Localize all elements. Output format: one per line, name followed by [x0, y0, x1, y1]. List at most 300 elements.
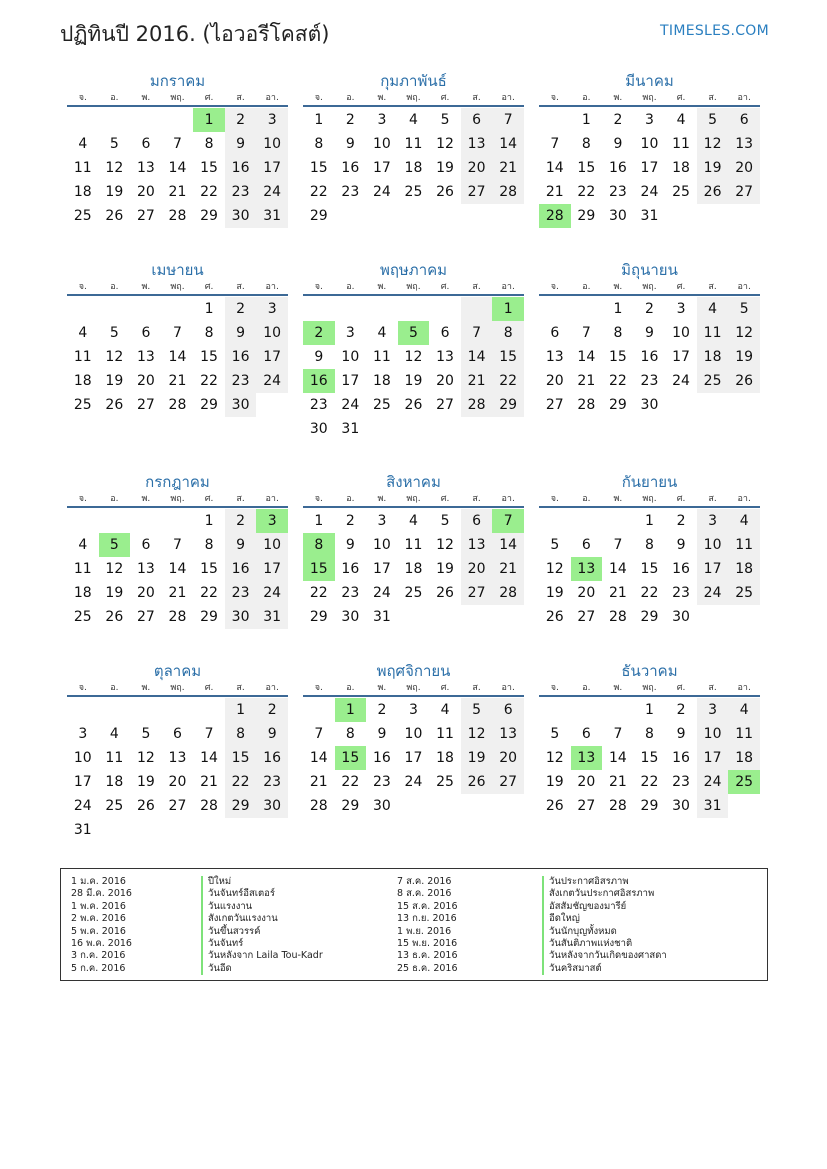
day-cell: 29: [309, 208, 328, 224]
day-cell: 5: [141, 726, 151, 742]
day-cell: 6: [728, 108, 760, 132]
day-cell: 28: [492, 180, 524, 204]
legend-date: 7 ส.ค. 2016: [397, 876, 452, 887]
day-cell: 10: [73, 750, 92, 766]
day-cell: 28: [168, 397, 187, 413]
weekday-label: พฤ.: [170, 282, 185, 292]
day-grid: [67, 509, 288, 629]
day-cell: 15: [492, 345, 524, 369]
day-cell: 16: [341, 160, 360, 176]
day-cell: 25: [404, 184, 423, 200]
day-cell: 18: [436, 750, 454, 766]
empty-cell: [67, 509, 99, 533]
day-cell: 21: [577, 373, 596, 389]
day-cell: 10: [697, 722, 729, 746]
day-cell: 5: [440, 112, 450, 128]
day-cell: 19: [545, 585, 564, 601]
day-cell: 11: [105, 750, 124, 766]
day-cell: 23: [640, 373, 659, 389]
day-cell: 7: [173, 325, 182, 341]
day-cell: 17: [73, 774, 92, 790]
empty-cell: [539, 297, 571, 321]
weekday-label: พ.: [613, 282, 623, 292]
holiday-day-cell: 5: [99, 533, 131, 557]
day-cell: 18: [73, 585, 92, 601]
weekday-label: ส.: [472, 683, 481, 693]
day-cell: 11: [404, 136, 423, 152]
day-cell: 11: [73, 561, 92, 577]
month-block: [303, 471, 524, 629]
weekday-label: ศ.: [440, 93, 450, 103]
day-cell: 21: [461, 369, 493, 393]
day-grid: [303, 108, 524, 228]
weekday-label: ศ.: [676, 683, 686, 693]
day-cell: 4: [377, 325, 387, 341]
day-cell: 26: [436, 184, 454, 200]
weekday-label: อ.: [582, 93, 591, 103]
day-cell: 2: [225, 108, 257, 132]
weekday-label: อา.: [737, 282, 751, 292]
weekday-header: [303, 493, 524, 508]
day-cell: 30: [640, 397, 659, 413]
day-cell: 7: [581, 325, 591, 341]
day-cell: 9: [225, 132, 257, 156]
day-cell: 12: [105, 561, 124, 577]
day-cell: 9: [676, 726, 686, 742]
day-cell: 3: [697, 698, 729, 722]
legend-holiday-name: ปีใหม่: [201, 876, 323, 888]
weekday-label: อา.: [265, 93, 279, 103]
legend-date: 13 ธ.ค. 2016: [397, 950, 458, 962]
day-cell: 27: [436, 397, 454, 413]
day-cell: 11: [728, 722, 760, 746]
day-cell: 9: [225, 321, 257, 345]
day-cell: 25: [728, 581, 760, 605]
day-cell: 5: [109, 136, 119, 152]
day-cell: 17: [256, 557, 288, 581]
legend-holiday-name: อัสสัมชัญของมารีย์: [542, 901, 667, 913]
weekday-label: อา.: [501, 494, 515, 504]
holiday-day-cell: 8: [303, 533, 335, 557]
day-cell: 2: [377, 702, 387, 718]
month-name: สิงหาคม: [386, 473, 441, 491]
day-grid: [67, 698, 288, 842]
day-cell: 3: [645, 112, 654, 128]
month-block: [303, 259, 524, 441]
day-cell: 19: [436, 561, 454, 577]
weekday-label: พฤ.: [642, 494, 657, 504]
day-cell: 10: [341, 349, 360, 365]
weekday-header: [539, 493, 760, 508]
day-cell: 3: [676, 301, 686, 317]
day-cell: 20: [545, 373, 564, 389]
day-cell: 6: [581, 537, 591, 553]
day-cell: 9: [314, 349, 324, 365]
day-cell: 30: [672, 798, 690, 814]
day-cell: 21: [608, 774, 627, 790]
day-cell: 11: [436, 726, 454, 742]
empty-cell: [99, 509, 131, 533]
weekday-label: อา.: [265, 282, 279, 292]
month-name: เมษายน: [151, 261, 204, 279]
day-cell: 21: [492, 557, 524, 581]
day-cell: 30: [372, 798, 391, 814]
day-cell: 28: [168, 609, 187, 625]
day-cell: 10: [640, 136, 659, 152]
day-cell: 19: [105, 184, 124, 200]
day-cell: 21: [545, 184, 564, 200]
weekday-label: ศ.: [676, 282, 686, 292]
day-cell: 23: [341, 184, 360, 200]
holiday-day-cell: 1: [193, 108, 225, 132]
day-cell: 7: [204, 726, 214, 742]
weekday-label: ศ.: [676, 93, 686, 103]
legend-date: 25 ธ.ค. 2016: [397, 962, 458, 974]
weekday-label: จ.: [550, 93, 559, 103]
day-cell: 12: [545, 750, 564, 766]
day-cell: 27: [728, 180, 760, 204]
day-cell: 19: [545, 774, 564, 790]
day-cell: 27: [492, 770, 524, 794]
holiday-day-cell: 7: [492, 509, 524, 533]
weekday-label: พฤ.: [406, 494, 421, 504]
day-cell: 19: [697, 156, 729, 180]
weekday-label: จ.: [78, 282, 87, 292]
day-grid: [539, 509, 760, 629]
empty-cell: [571, 297, 603, 321]
day-cell: 13: [461, 132, 493, 156]
day-cell: 15: [309, 160, 328, 176]
empty-cell: [303, 698, 335, 722]
day-cell: 20: [136, 184, 155, 200]
legend-date: 15 พ.ย. 2016: [397, 938, 458, 950]
day-cell: 1: [314, 513, 324, 529]
day-cell: 8: [204, 136, 214, 152]
day-cell: 26: [545, 609, 564, 625]
weekday-label: พ.: [377, 282, 387, 292]
day-cell: 17: [672, 349, 690, 365]
day-cell: 12: [436, 136, 454, 152]
day-cell: 23: [225, 581, 257, 605]
weekday-label: อ.: [110, 282, 119, 292]
day-cell: 17: [404, 750, 423, 766]
day-cell: 10: [404, 726, 423, 742]
day-cell: 22: [200, 585, 218, 601]
day-cell: 28: [577, 397, 596, 413]
day-cell: 8: [204, 325, 214, 341]
day-cell: 27: [577, 609, 596, 625]
weekday-label: ส.: [708, 683, 717, 693]
empty-cell: [67, 108, 99, 132]
day-cell: 17: [640, 160, 659, 176]
day-cell: 5: [728, 297, 760, 321]
weekday-label: ส.: [472, 282, 481, 292]
day-cell: 15: [577, 160, 596, 176]
day-cell: 27: [168, 798, 187, 814]
day-cell: 7: [613, 537, 623, 553]
empty-cell: [429, 297, 461, 321]
day-cell: 14: [492, 533, 524, 557]
weekday-label: พฤ.: [406, 683, 421, 693]
day-cell: 18: [728, 746, 760, 770]
day-cell: 25: [672, 184, 690, 200]
month-name: กุมภาพันธ์: [380, 72, 447, 90]
empty-cell: [162, 509, 194, 533]
day-cell: 25: [404, 585, 423, 601]
empty-cell: [602, 698, 634, 722]
month-block: [67, 471, 288, 629]
holiday-day-cell: 13: [571, 746, 603, 770]
day-grid: [539, 108, 760, 228]
day-cell: 29: [492, 393, 524, 417]
day-cell: 29: [200, 208, 218, 224]
legend-names-right: [542, 876, 667, 975]
day-cell: 22: [577, 184, 596, 200]
day-cell: 14: [492, 132, 524, 156]
weekday-label: พ.: [141, 93, 151, 103]
day-cell: 6: [581, 726, 591, 742]
day-cell: 4: [409, 513, 418, 529]
day-cell: 20: [136, 373, 155, 389]
empty-cell: [99, 108, 131, 132]
day-cell: 12: [728, 321, 760, 345]
brand-link[interactable]: TIMESLES.COM: [660, 23, 769, 39]
weekday-label: อ.: [346, 494, 355, 504]
month-name: พฤศจิกายน: [376, 662, 451, 680]
day-cell: 20: [577, 774, 596, 790]
day-cell: 2: [645, 301, 654, 317]
day-cell: 8: [314, 136, 324, 152]
day-cell: 26: [461, 770, 493, 794]
weekday-label: พ.: [377, 683, 387, 693]
weekday-label: อ.: [346, 93, 355, 103]
day-cell: 24: [404, 774, 423, 790]
weekday-label: ศ.: [440, 494, 450, 504]
day-cell: 3: [409, 702, 418, 718]
weekday-label: อ.: [582, 282, 591, 292]
empty-cell: [461, 297, 493, 321]
day-cell: 27: [577, 798, 596, 814]
day-cell: 6: [461, 108, 493, 132]
day-grid: [539, 297, 760, 417]
day-cell: 28: [461, 393, 493, 417]
day-cell: 15: [200, 561, 218, 577]
month-block: [539, 259, 760, 417]
day-cell: 12: [545, 561, 564, 577]
day-cell: 2: [225, 509, 257, 533]
legend-holiday-name: สังเกตวันประกาศอิสรภาพ: [542, 888, 667, 900]
day-cell: 5: [440, 513, 450, 529]
day-cell: 31: [73, 822, 92, 838]
day-cell: 1: [645, 702, 654, 718]
legend-holiday-name: วันแรงงาน: [201, 901, 323, 913]
day-cell: 16: [225, 557, 257, 581]
day-grid: [303, 698, 524, 818]
day-cell: 5: [550, 726, 560, 742]
day-cell: 14: [168, 160, 187, 176]
day-cell: 22: [492, 369, 524, 393]
day-cell: 13: [461, 533, 493, 557]
weekday-label: ส.: [236, 93, 245, 103]
legend-date: 1 ม.ค. 2016: [71, 876, 126, 887]
weekday-label: อ.: [110, 494, 119, 504]
day-cell: 22: [640, 774, 659, 790]
day-cell: 4: [440, 702, 450, 718]
day-cell: 24: [341, 397, 360, 413]
weekday-label: ศ.: [676, 494, 686, 504]
day-cell: 28: [492, 581, 524, 605]
day-cell: 8: [492, 321, 524, 345]
holiday-day-cell: 15: [303, 557, 335, 581]
empty-cell: [571, 509, 603, 533]
empty-cell: [539, 698, 571, 722]
weekday-label: จ.: [314, 494, 323, 504]
legend-holiday-name: วันจันทร์: [201, 938, 323, 950]
day-cell: 27: [545, 397, 564, 413]
day-cell: 17: [256, 156, 288, 180]
day-cell: 19: [404, 373, 423, 389]
day-cell: 8: [204, 537, 214, 553]
day-cell: 22: [341, 774, 360, 790]
day-cell: 24: [697, 581, 729, 605]
day-cell: 20: [728, 156, 760, 180]
day-cell: 29: [200, 609, 218, 625]
day-cell: 22: [200, 373, 218, 389]
holiday-day-cell: 28: [539, 204, 571, 228]
day-cell: 9: [645, 325, 654, 341]
day-cell: 23: [608, 184, 627, 200]
day-cell: 11: [672, 136, 690, 152]
month-block: [67, 70, 288, 228]
empty-cell: [366, 297, 398, 321]
day-cell: 10: [256, 321, 288, 345]
day-cell: 24: [372, 184, 391, 200]
day-cell: 27: [136, 208, 155, 224]
weekday-label: ศ.: [204, 494, 214, 504]
day-cell: 2: [345, 513, 355, 529]
weekday-label: อ.: [582, 683, 591, 693]
day-cell: 2: [345, 112, 355, 128]
holiday-legend: [60, 868, 768, 981]
weekday-label: ส.: [708, 93, 717, 103]
weekday-label: ศ.: [204, 282, 214, 292]
day-cell: 7: [173, 136, 182, 152]
day-cell: 16: [256, 746, 288, 770]
day-cell: 1: [581, 112, 591, 128]
day-cell: 3: [377, 513, 387, 529]
day-cell: 19: [461, 746, 493, 770]
day-cell: 14: [461, 345, 493, 369]
empty-cell: [162, 698, 194, 722]
weekday-label: อ.: [110, 683, 119, 693]
day-cell: 8: [645, 726, 654, 742]
day-cell: 15: [200, 349, 218, 365]
day-cell: 8: [345, 726, 355, 742]
day-cell: 4: [109, 726, 119, 742]
holiday-day-cell: 1: [335, 698, 367, 722]
weekday-label: พ.: [377, 494, 387, 504]
weekday-label: จ.: [78, 683, 87, 693]
holiday-day-cell: 1: [492, 297, 524, 321]
day-cell: 27: [136, 609, 155, 625]
weekday-label: ส.: [472, 494, 481, 504]
day-cell: 14: [608, 561, 627, 577]
weekday-label: จ.: [550, 282, 559, 292]
day-cell: 21: [200, 774, 218, 790]
empty-cell: [602, 509, 634, 533]
day-cell: 23: [341, 585, 360, 601]
day-cell: 15: [640, 750, 659, 766]
weekday-label: พ.: [613, 683, 623, 693]
weekday-header: [303, 682, 524, 697]
month-name: มีนาคม: [625, 72, 674, 90]
day-cell: 29: [200, 397, 218, 413]
day-cell: 4: [409, 112, 418, 128]
day-cell: 4: [676, 112, 686, 128]
day-cell: 17: [697, 557, 729, 581]
weekday-label: พฤ.: [642, 93, 657, 103]
day-cell: 17: [697, 746, 729, 770]
day-cell: 23: [672, 774, 690, 790]
weekday-label: ศ.: [204, 93, 214, 103]
weekday-header: [303, 92, 524, 107]
weekday-label: อา.: [501, 93, 515, 103]
month-block: [303, 660, 524, 818]
day-cell: 5: [109, 325, 119, 341]
holiday-day-cell: 5: [398, 321, 430, 345]
weekday-label: อา.: [265, 494, 279, 504]
day-grid: [303, 509, 524, 629]
weekday-label: จ.: [314, 93, 323, 103]
day-cell: 23: [256, 770, 288, 794]
day-cell: 21: [168, 373, 187, 389]
weekday-label: ศ.: [440, 282, 450, 292]
day-cell: 30: [225, 393, 257, 417]
day-cell: 17: [372, 160, 391, 176]
day-cell: 29: [640, 609, 659, 625]
legend-holiday-name: วันขึ้นสวรรค์: [201, 926, 323, 938]
day-cell: 14: [545, 160, 564, 176]
weekday-label: พฤ.: [642, 282, 657, 292]
day-cell: 8: [645, 537, 654, 553]
day-cell: 26: [136, 798, 155, 814]
day-cell: 19: [136, 774, 155, 790]
empty-cell: [539, 509, 571, 533]
day-cell: 21: [608, 585, 627, 601]
empty-cell: [67, 297, 99, 321]
legend-dates-left: [71, 876, 132, 975]
empty-cell: [162, 108, 194, 132]
weekday-header: [67, 281, 288, 296]
day-cell: 1: [645, 513, 654, 529]
day-cell: 19: [105, 585, 124, 601]
legend-names-left: [201, 876, 323, 975]
day-cell: 20: [492, 746, 524, 770]
day-cell: 22: [309, 585, 328, 601]
day-cell: 30: [225, 204, 257, 228]
day-cell: 22: [225, 770, 257, 794]
day-cell: 18: [73, 184, 92, 200]
day-cell: 25: [73, 609, 92, 625]
day-cell: 9: [345, 537, 355, 553]
day-cell: 20: [168, 774, 187, 790]
day-cell: 21: [168, 585, 187, 601]
day-cell: 13: [168, 750, 187, 766]
day-cell: 21: [168, 184, 187, 200]
day-cell: 18: [672, 160, 690, 176]
weekday-header: [67, 493, 288, 508]
day-cell: 29: [309, 609, 328, 625]
